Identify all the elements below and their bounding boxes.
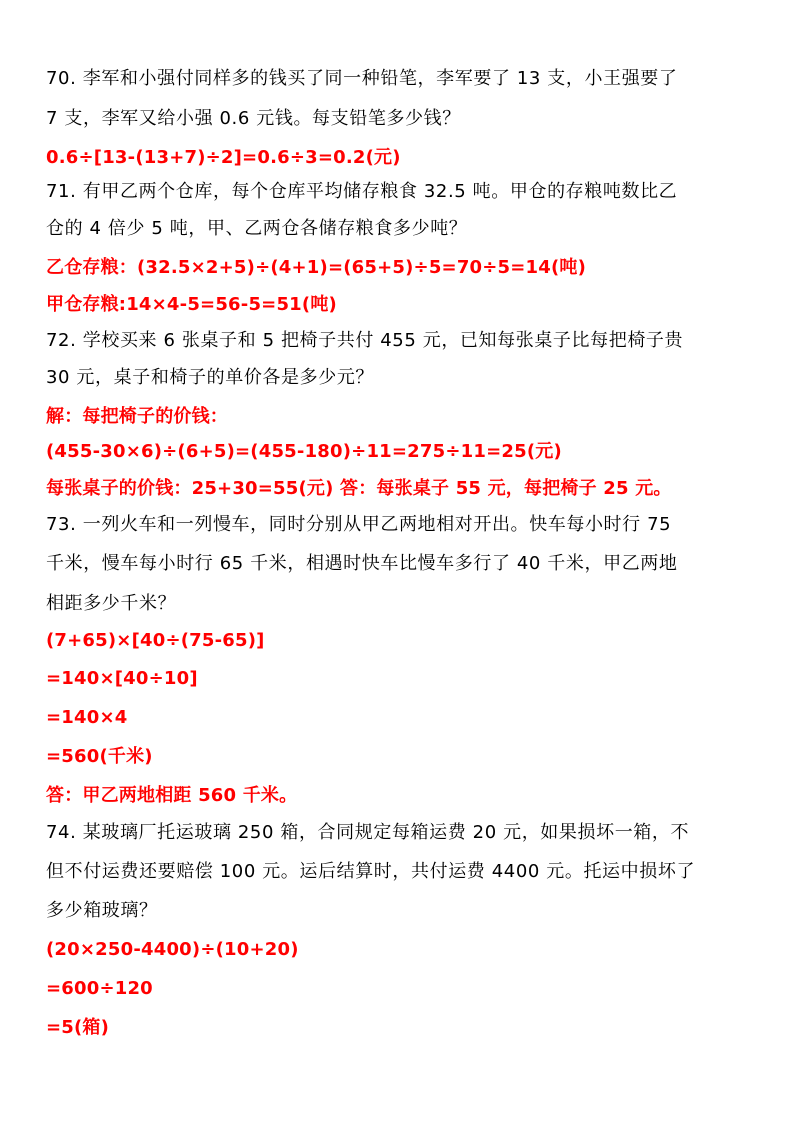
problem-74-question-line-2: 但不付运费还要赔偿 100 元。运后结算时，共付运费 4400 元。托运中损坏了 [46, 861, 696, 882]
problem-73-answer-line-5: 答：甲乙两地相距 560 千米。 [46, 785, 298, 806]
problem-72-answer-line-1: 解：每把椅子的价钱： [46, 406, 228, 427]
problem-71-question-line-1: 71. 有甲乙两个仓库，每个仓库平均储存粮食 32.5 吨。甲仓的存粮吨数比乙 [46, 181, 678, 202]
problem-74-question-line-1: 74. 某玻璃厂托运玻璃 250 箱，合同规定每箱运费 20 元，如果损坏一箱，不 [46, 822, 690, 843]
problem-73-question-line-2: 千米，慢车每小时行 65 千米，相遇时快车比慢车多行了 40 千米，甲乙两地 [46, 553, 678, 574]
problem-72-question-line-2: 30 元，桌子和椅子的单价各是多少元？ [46, 367, 375, 388]
problem-71-question-line-2: 仓的 4 倍少 5 吨，甲、乙两仓各储存粮食多少吨？ [46, 218, 468, 239]
problem-73-answer-line-2: =140×[40÷10] [46, 668, 198, 689]
problem-70-question-line-2: 7 支，李军又给小强 0.6 元钱。每支铅笔多少钱？ [46, 108, 461, 129]
problem-70-question-line-1: 70. 李军和小强付同样多的钱买了同一种铅笔，李军要了 13 支，小王强要了 [46, 68, 678, 89]
problem-72-question-line-1: 72. 学校买来 6 张桌子和 5 把椅子共付 455 元，已知每张桌子比每把椅子贵 [46, 330, 684, 351]
problem-73-answer-line-3: =140×4 [46, 707, 128, 728]
problem-70-answer-line-1: 0.6÷[13-(13+7)÷2]=0.6÷3=0.2(元) [46, 147, 401, 168]
problem-74-question-line-3: 多少箱玻璃？ [46, 900, 158, 921]
problem-74-answer-line-2: =600÷120 [46, 978, 153, 999]
problem-74-answer-line-1: (20×250-4400)÷(10+20) [46, 939, 299, 960]
problem-73-question-line-1: 73. 一列火车和一列慢车，同时分别从甲乙两地相对开出。快车每小时行 75 [46, 514, 672, 535]
problem-73-question-line-3: 相距多少千米？ [46, 593, 177, 614]
problem-71-answer-line-2: 甲仓存粮:14×4-5=56-5=51(吨) [46, 294, 337, 315]
problem-73-answer-line-4: =560(千米) [46, 746, 153, 767]
problem-72-answer-line-2: (455-30×6)÷(6+5)=(455-180)÷11=275÷11=25(元) [46, 441, 562, 462]
problem-71-answer-line-1: 乙仓存粮：(32.5×2+5)÷(4+1)=(65+5)÷5=70÷5=14(吨) [46, 257, 587, 278]
problem-73-answer-line-1: (7+65)×[40÷(75-65)] [46, 630, 265, 651]
problem-74-answer-line-3: =5(箱) [46, 1017, 110, 1038]
problem-72-answer-line-3: 每张桌子的价钱：25+30=55(元) 答：每张桌子 55 元，每把椅子 25 元。 [46, 478, 672, 499]
